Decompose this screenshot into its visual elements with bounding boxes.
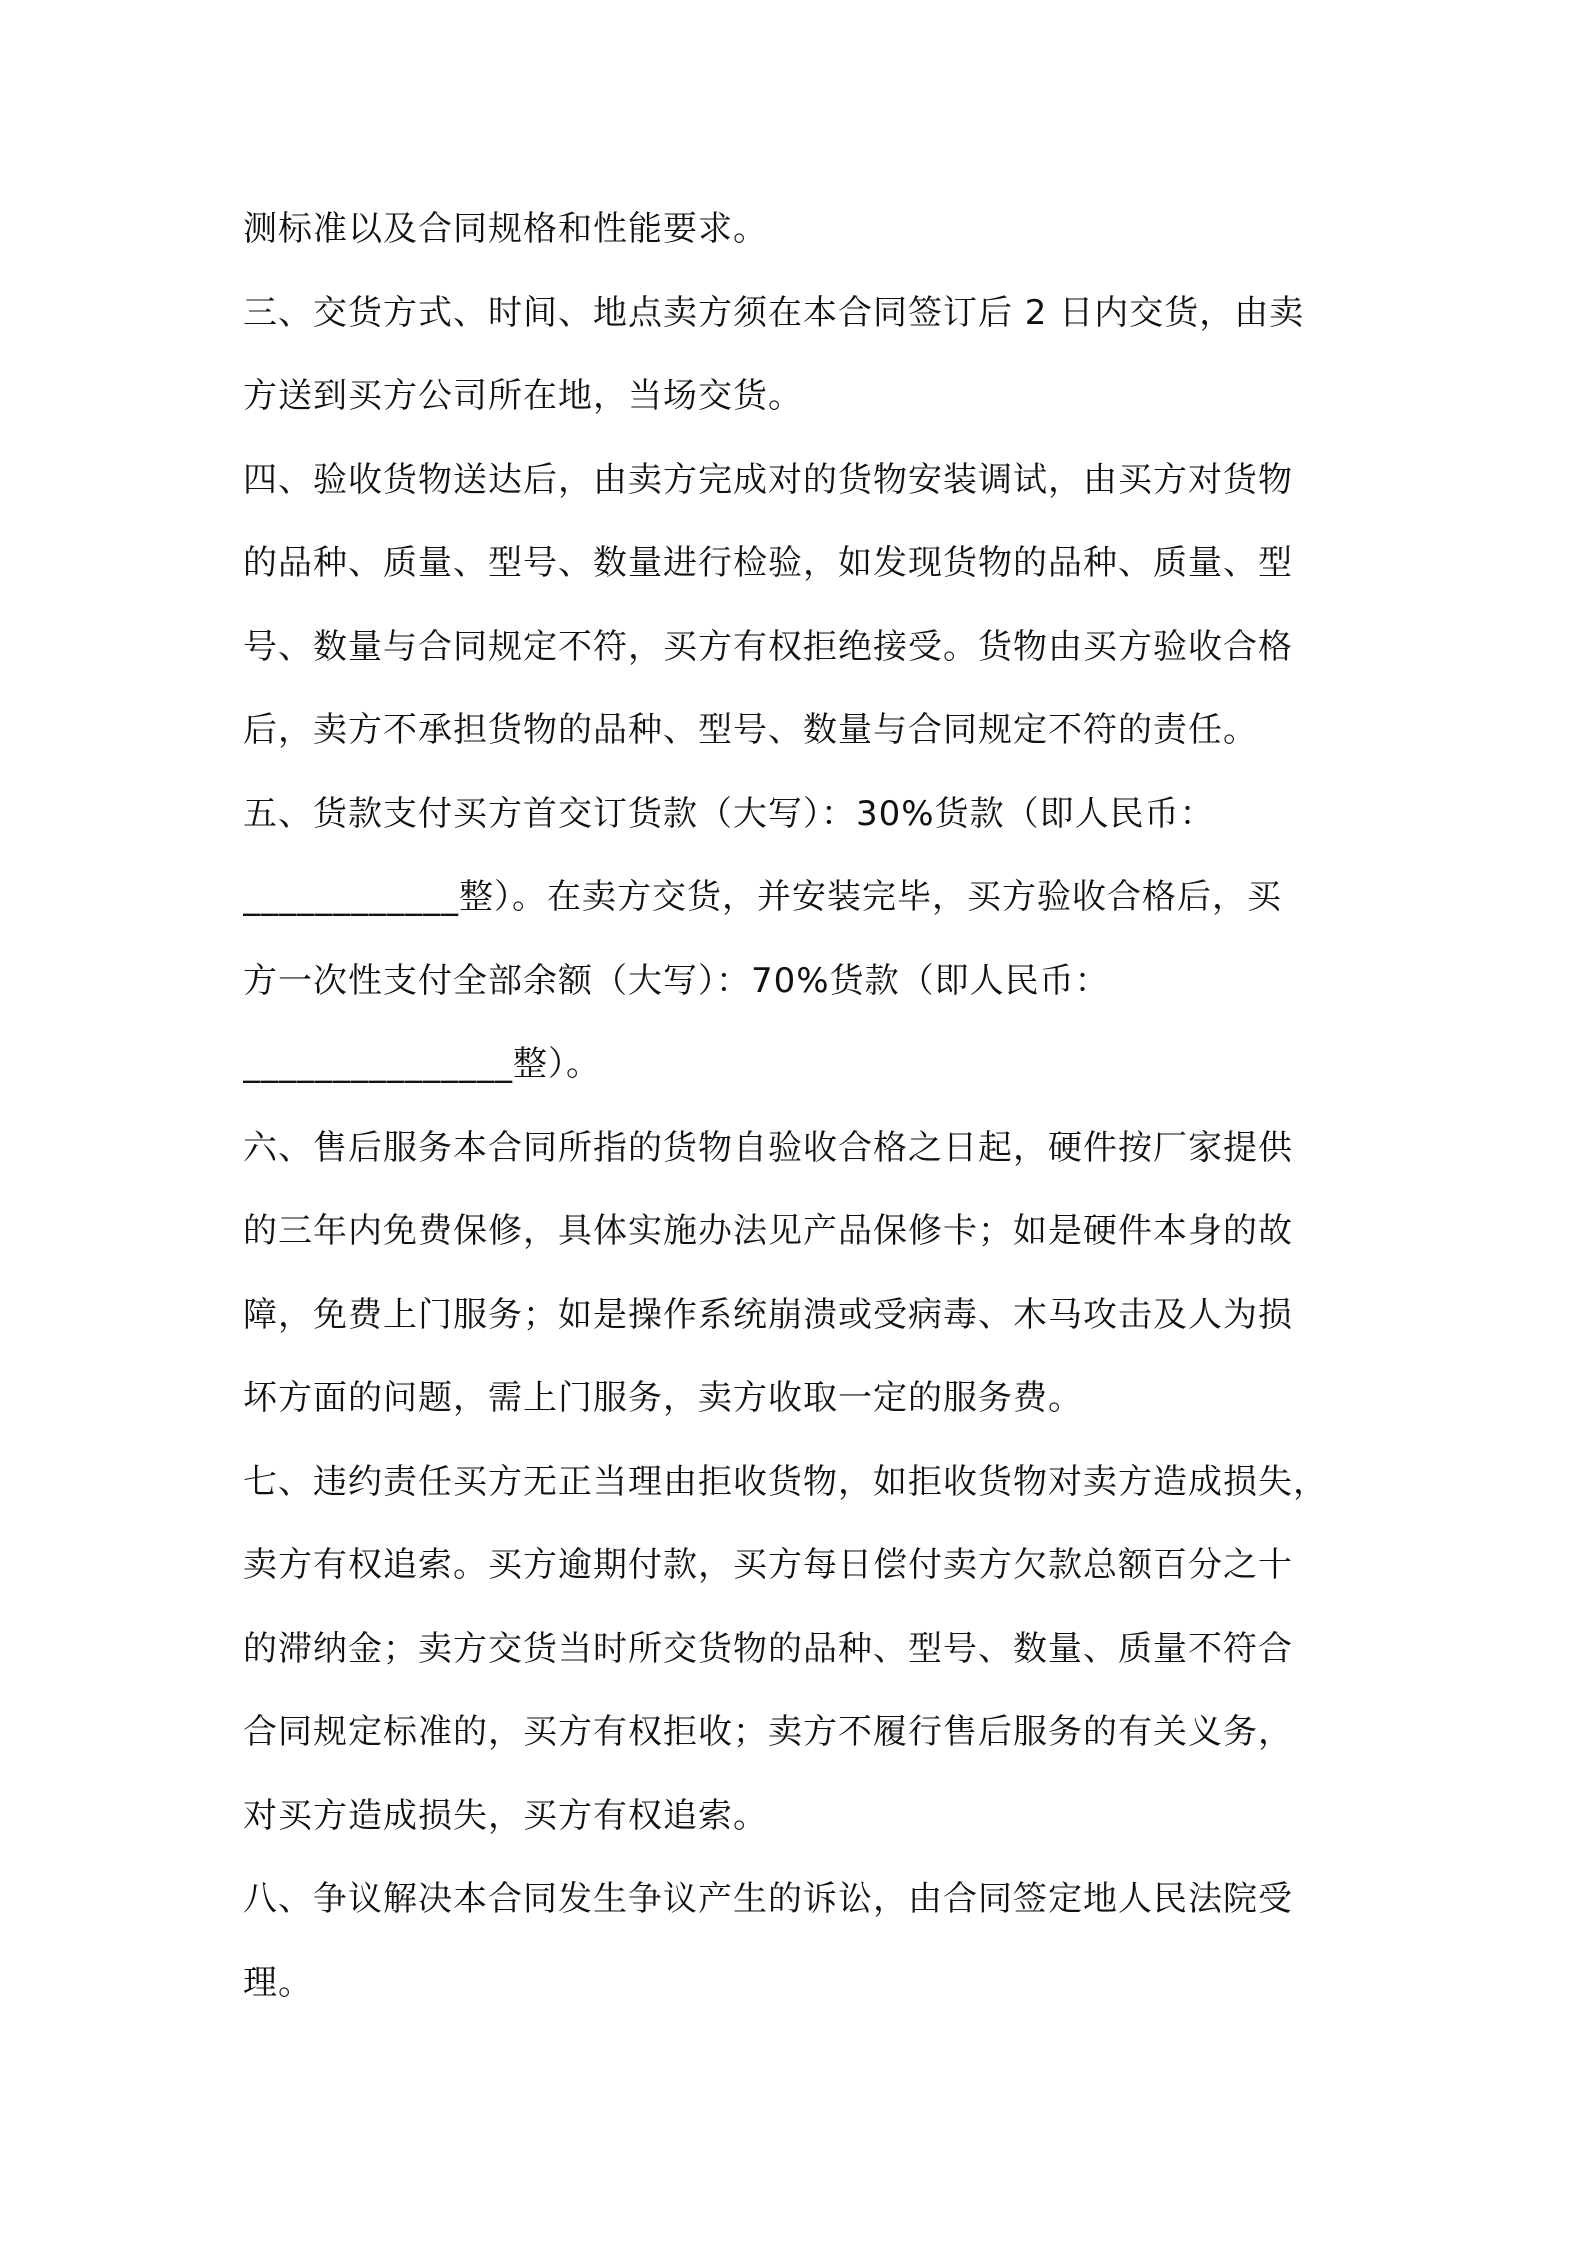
text-line: 八、争议解决本合同发生争议产生的诉讼，由合同签定地人民法院受 (243, 1879, 1293, 1919)
text-line: ____________整）。在卖方交货，并安装完毕，买方验收合格后，买 (243, 877, 1282, 917)
text-line: 合同规定标准的，买方有权拒收；卖方不履行售后服务的有关义务， (243, 1712, 1293, 1752)
text-line: 方一次性支付全部余额（大写）：70%货款（即人民币： (243, 960, 1110, 1001)
text-line: 坏方面的问题，需上门服务，卖方收取一定的服务费。 (243, 1378, 1083, 1418)
text-line: _______________整）。 (243, 1044, 601, 1084)
text-line: 四、验收货物送达后，由卖方完成对的货物安装调试，由买方对货物 (243, 459, 1293, 500)
text-line: 三、交货方式、时间、地点卖方须在本合同签订后 2 日内交货，由卖 (243, 292, 1305, 333)
text-line: 障，免费上门服务；如是操作系统崩溃或受病毒、木马攻击及人为损 (243, 1294, 1293, 1335)
text-line: 六、售后服务本合同所指的货物自验收合格之日起，硬件按厂家提供 (243, 1127, 1293, 1168)
text-line: 卖方有权追索。买方逾期付款，买方每日偿付卖方欠款总额百分之十 (243, 1545, 1293, 1585)
text-line: 后，卖方不承担货物的品种、型号、数量与合同规定不符的责任。 (243, 710, 1258, 750)
text-line: 方送到买方公司所在地，当场交货。 (243, 376, 803, 416)
text-line: 的三年内免费保修，具体实施办法见产品保修卡；如是硬件本身的故 (243, 1211, 1293, 1251)
text-line: 测标准以及合同规格和性能要求。 (243, 209, 768, 249)
text-line: 五、货款支付买方首交订货款（大写）：30%货款（即人民币： (243, 793, 1215, 834)
text-line: 的品种、质量、型号、数量进行检验，如发现货物的品种、质量、型 (243, 543, 1293, 583)
text-line: 对买方造成损失，买方有权追索。 (243, 1795, 768, 1836)
text-line: 七、违约责任买方无正当理由拒收货物，如拒收货物对卖方造成损失， (243, 1461, 1328, 1502)
text-line: 号、数量与合同规定不符，买方有权拒绝接受。货物由买方验收合格 (243, 626, 1293, 667)
text-line: 的滞纳金；卖方交货当时所交货物的品种、型号、数量、质量不符合 (243, 1628, 1293, 1669)
text-line: 理。 (243, 1962, 313, 2003)
contract-text (243, 188, 1353, 2025)
